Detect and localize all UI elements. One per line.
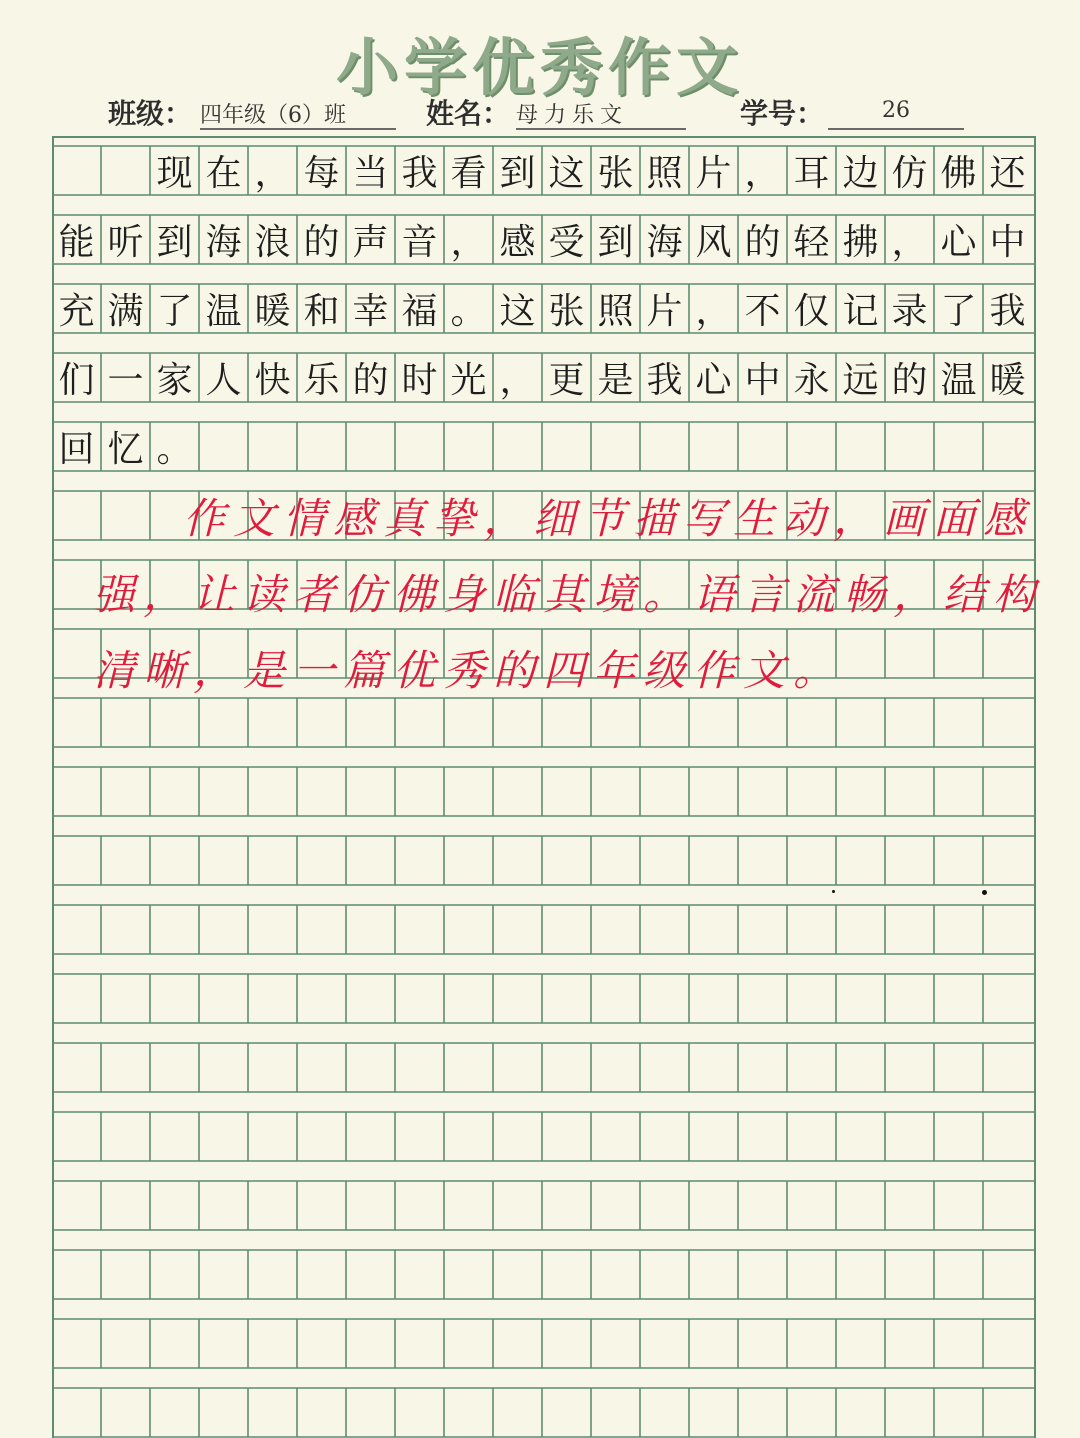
essay-char: 拂 <box>842 222 879 263</box>
essay-char: 回 <box>58 429 95 470</box>
comment-char: 感 <box>332 494 375 543</box>
essay-char: 暖 <box>989 360 1026 401</box>
essay-char: 在 <box>205 153 242 194</box>
comment-char: ， <box>142 570 185 619</box>
essay-char: 家 <box>156 360 193 401</box>
comment-char: 临 <box>492 570 535 619</box>
ink-dot <box>832 890 835 893</box>
page-title: 小学优秀作文 <box>335 31 744 104</box>
essay-char: 心 <box>940 222 977 263</box>
comment-char: 情 <box>282 494 325 543</box>
comment-char: 佛 <box>392 570 435 619</box>
essay-char: 不 <box>744 291 781 332</box>
comment-char: 畅 <box>842 570 885 619</box>
essay-char: 仿 <box>891 153 928 194</box>
essay-char: 是 <box>597 360 634 401</box>
comment-char: 文 <box>232 494 275 543</box>
essay-char: 这 <box>548 153 585 194</box>
essay-char: 声 <box>352 222 389 263</box>
essay-char: 心 <box>695 360 732 401</box>
comment-char: ， <box>482 494 525 543</box>
comment-char: 构 <box>992 570 1035 619</box>
essay-char: 张 <box>597 153 634 194</box>
comment-char: 动 <box>782 494 825 543</box>
comment-char: 年 <box>592 646 635 695</box>
comment-char: 语 <box>692 570 735 619</box>
comment-char: 节 <box>582 494 625 543</box>
essay-char: 中 <box>989 222 1026 263</box>
essay-char: 一 <box>107 360 144 401</box>
essay-char: 张 <box>548 291 585 332</box>
essay-char: ， <box>695 291 732 332</box>
essay-char: 到 <box>156 222 193 263</box>
comment-char: 让 <box>192 570 235 619</box>
class-value: 四年级（6）班 <box>200 98 396 130</box>
essay-char: 的 <box>744 222 781 263</box>
essay-char: 每 <box>303 153 340 194</box>
essay-char: 中 <box>744 360 781 401</box>
essay-char: 音 <box>401 222 438 263</box>
comment-char: 仿 <box>342 570 385 619</box>
comment-char: 是 <box>242 646 285 695</box>
comment-char: 言 <box>742 570 785 619</box>
essay-char: 佛 <box>940 153 977 194</box>
essay-char: 暖 <box>254 291 291 332</box>
number-value: 26 <box>828 98 964 130</box>
comment-char: 清 <box>92 646 135 695</box>
essay-char: 永 <box>793 360 830 401</box>
comment-char: 其 <box>542 570 585 619</box>
comment-char: 作 <box>182 494 225 543</box>
essay-char: 温 <box>940 360 977 401</box>
essay-char: 记 <box>842 291 879 332</box>
essay-char: 我 <box>989 291 1026 332</box>
essay-char: 快 <box>254 360 291 401</box>
essay-char: 照 <box>646 153 683 194</box>
name-value: 母力乐文 <box>516 98 686 130</box>
essay-char: 这 <box>499 291 536 332</box>
essay-char: 福 <box>401 291 438 332</box>
essay-char: ， <box>744 153 781 194</box>
comment-char: 结 <box>942 570 985 619</box>
comment-char: 画 <box>882 494 925 543</box>
comment-char: 文 <box>742 646 785 695</box>
comment-char: 感 <box>982 494 1025 543</box>
essay-char: 录 <box>891 291 928 332</box>
essay-char: 满 <box>107 291 144 332</box>
comment-char: 境 <box>592 570 635 619</box>
essay-char: 海 <box>646 222 683 263</box>
comment-char: 一 <box>292 646 335 695</box>
comment-char: 面 <box>932 494 975 543</box>
essay-char: 了 <box>940 291 977 332</box>
comment-char: ， <box>892 570 935 619</box>
comment-char: 级 <box>642 646 685 695</box>
essay-char: 到 <box>597 222 634 263</box>
essay-char: 远 <box>842 360 879 401</box>
essay-char: 风 <box>695 222 732 263</box>
essay-char: 的 <box>303 222 340 263</box>
essay-char: 仅 <box>793 291 830 332</box>
essay-char: 我 <box>401 153 438 194</box>
comment-char: 的 <box>492 646 535 695</box>
comment-char: 生 <box>732 494 775 543</box>
essay-char: ， <box>499 360 536 401</box>
essay-char: 。 <box>156 429 193 470</box>
essay-char: 。 <box>450 291 487 332</box>
class-label: 班级： <box>108 97 193 130</box>
comment-char: 作 <box>692 646 735 695</box>
essay-char: 片 <box>695 153 732 194</box>
essay-char: 人 <box>205 360 242 401</box>
comment-char: 强 <box>92 570 135 619</box>
comment-char: 真 <box>382 494 425 543</box>
essay-char: 我 <box>646 360 683 401</box>
comment-char: ， <box>192 646 235 695</box>
comment-char: 四 <box>542 646 585 695</box>
ink-dot <box>982 890 987 895</box>
essay-char: 到 <box>499 153 536 194</box>
essay-char: ， <box>450 222 487 263</box>
essay-char: 海 <box>205 222 242 263</box>
essay-char: 能 <box>58 222 95 263</box>
essay-char: 听 <box>107 222 144 263</box>
comment-char: 。 <box>792 646 835 695</box>
comment-char: 写 <box>682 494 725 543</box>
comment-char: 秀 <box>442 646 485 695</box>
essay-char: 光 <box>450 360 487 401</box>
student-info <box>0 92 1080 132</box>
essay-char: ， <box>891 222 928 263</box>
comment-char: 细 <box>532 494 575 543</box>
essay-char: 轻 <box>793 222 830 263</box>
essay-char: 和 <box>303 291 340 332</box>
essay-char: 当 <box>352 153 389 194</box>
name-label: 姓名： <box>426 97 511 130</box>
essay-char: 现 <box>156 153 193 194</box>
comment-char: 描 <box>632 494 675 543</box>
comment-char: 身 <box>442 570 485 619</box>
essay-char: 照 <box>597 291 634 332</box>
essay-char: 看 <box>450 153 487 194</box>
comment-char: 者 <box>292 570 335 619</box>
essay-char: 的 <box>891 360 928 401</box>
comment-char: 优 <box>392 646 435 695</box>
essay-char: 更 <box>548 360 585 401</box>
essay-char: 浪 <box>254 222 291 263</box>
comment-char: 篇 <box>342 646 385 695</box>
essay-char: 了 <box>156 291 193 332</box>
essay-char: 片 <box>646 291 683 332</box>
essay-char: 充 <box>58 291 95 332</box>
essay-char: 的 <box>352 360 389 401</box>
essay-char: 受 <box>548 222 585 263</box>
comment-char: 晰 <box>142 646 185 695</box>
comment-char: 流 <box>792 570 835 619</box>
essay-char: 耳 <box>793 153 830 194</box>
essay-char: 幸 <box>352 291 389 332</box>
essay-char: 忆 <box>107 429 144 470</box>
comment-char: 挚 <box>432 494 475 543</box>
comment-char: 读 <box>242 570 285 619</box>
essay-char: 们 <box>58 360 95 401</box>
essay-char: 时 <box>401 360 438 401</box>
comment-char: 。 <box>642 570 685 619</box>
comment-char: ， <box>832 494 875 543</box>
essay-char: 乐 <box>303 360 340 401</box>
essay-char: 边 <box>842 153 879 194</box>
number-label: 学号： <box>740 97 825 130</box>
essay-char: 感 <box>499 222 536 263</box>
essay-char: 还 <box>989 153 1026 194</box>
essay-char: 温 <box>205 291 242 332</box>
essay-char: ， <box>254 153 291 194</box>
